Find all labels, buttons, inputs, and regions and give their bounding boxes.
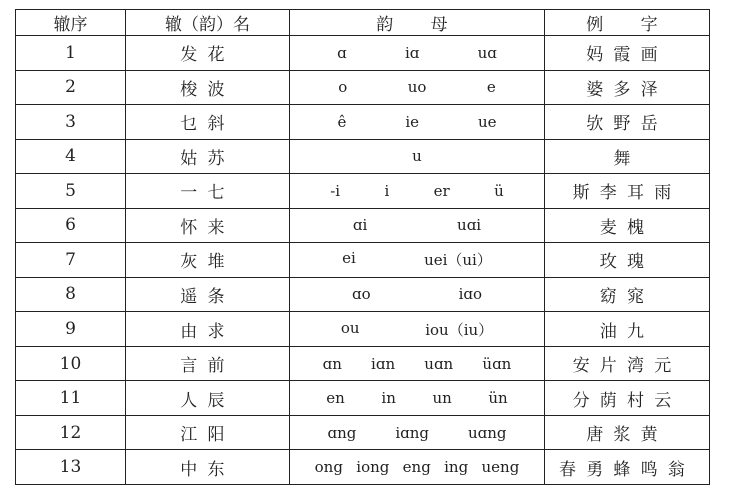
rhyme-name: 江阳	[126, 415, 290, 450]
example-chars: 麦槐	[545, 208, 710, 243]
finals-cell	[290, 70, 545, 105]
row-number: 4	[16, 139, 126, 174]
finals-cell	[290, 312, 545, 347]
table-row	[16, 208, 710, 243]
row-number: 11	[16, 381, 126, 416]
example-chars: 油九	[545, 312, 710, 347]
final-item: uei（ui）	[424, 251, 492, 270]
final-item: üɑn	[482, 354, 512, 373]
example-chars: 玫瑰	[545, 243, 710, 278]
final-item: ou	[340, 318, 360, 337]
table-row	[16, 312, 710, 347]
row-number: 13	[16, 450, 126, 485]
final-item: ê	[337, 112, 347, 131]
final-item: ing	[444, 458, 469, 477]
final-item: iɑo	[458, 285, 482, 304]
rhyme-name: 发花	[126, 36, 290, 71]
row-number: 1	[16, 36, 126, 71]
final-item: u	[412, 147, 422, 166]
table-row	[16, 346, 710, 381]
row-number: 8	[16, 277, 126, 312]
example-chars: 妈霞画	[545, 36, 710, 71]
rhyme-name: 一七	[126, 174, 290, 209]
finals-cell	[290, 208, 545, 243]
table-row	[16, 105, 710, 140]
final-item: un	[432, 389, 452, 408]
rhyme-name: 姑苏	[126, 139, 290, 174]
rhyme-name: 言前	[126, 346, 290, 381]
final-item: uɑn	[424, 354, 454, 373]
final-item: er	[433, 181, 450, 200]
final-item: o	[338, 78, 348, 97]
final-item: e	[486, 78, 496, 97]
table-row	[16, 381, 710, 416]
rhyme-name: 中东	[126, 450, 290, 485]
row-number: 5	[16, 174, 126, 209]
finals-cell	[290, 105, 545, 140]
final-item: i	[384, 181, 390, 200]
header-row	[16, 10, 710, 36]
header-name: 辙（韵）名	[126, 10, 290, 36]
header-finals: 韵 母	[290, 10, 545, 36]
example-chars: 分荫村云	[545, 381, 710, 416]
table-row	[16, 139, 710, 174]
final-item: iong	[356, 458, 390, 477]
final-item: ie	[405, 112, 419, 131]
rhyme-table	[15, 9, 710, 485]
table-row	[16, 277, 710, 312]
final-item: ɑ	[337, 43, 347, 62]
table-row	[16, 415, 710, 450]
example-chars: 婆多泽	[545, 70, 710, 105]
row-number: 7	[16, 243, 126, 278]
final-item: uɑ	[477, 43, 497, 62]
example-chars: 春勇蜂鸣翁	[545, 450, 710, 485]
rhyme-name: 由求	[126, 312, 290, 347]
table-row	[16, 70, 710, 105]
finals-cell	[290, 346, 545, 381]
rhyme-name: 乜斜	[126, 105, 290, 140]
finals-cell	[290, 36, 545, 71]
rhyme-name: 怀来	[126, 208, 290, 243]
example-chars: 斯李耳雨	[545, 174, 710, 209]
header-examples: 例 字	[545, 10, 710, 36]
final-item: ɑng	[327, 423, 357, 442]
finals-cell	[290, 415, 545, 450]
example-chars: 舞	[545, 139, 710, 174]
finals-cell	[290, 174, 545, 209]
final-item: iɑ	[404, 43, 420, 62]
rhyme-name: 遥条	[126, 277, 290, 312]
example-chars: 窈窕	[545, 277, 710, 312]
header-order: 辙序	[16, 10, 126, 36]
rhyme-name: 人辰	[126, 381, 290, 416]
final-item: iɑn	[371, 354, 396, 373]
finals-cell	[290, 381, 545, 416]
final-item: -i	[330, 181, 341, 200]
finals-cell	[290, 243, 545, 278]
example-chars: 安片湾元	[545, 346, 710, 381]
finals-cell	[290, 139, 545, 174]
final-item: uɑng	[467, 423, 507, 442]
final-item: eng	[402, 458, 431, 477]
final-item: ong	[314, 458, 343, 477]
row-number: 6	[16, 208, 126, 243]
row-number: 9	[16, 312, 126, 347]
final-item: iɑng	[395, 423, 429, 442]
example-chars: 欤野岳	[545, 105, 710, 140]
final-item: uɑi	[457, 216, 482, 235]
row-number: 12	[16, 415, 126, 450]
finals-cell	[290, 450, 545, 485]
final-item: ü	[494, 181, 504, 200]
final-item: ün	[488, 389, 508, 408]
final-item: ue	[477, 112, 497, 131]
table-row	[16, 174, 710, 209]
final-item: ɑo	[351, 285, 371, 304]
rhyme-name: 灰堆	[126, 243, 290, 278]
final-item: uo	[407, 78, 427, 97]
final-item: ei	[342, 249, 356, 268]
table-row	[16, 450, 710, 485]
table-row	[16, 36, 710, 71]
final-item: ɑn	[322, 354, 342, 373]
row-number: 3	[16, 105, 126, 140]
row-number: 10	[16, 346, 126, 381]
final-item: in	[381, 389, 396, 408]
final-item: en	[326, 389, 345, 408]
final-item: ɑi	[352, 216, 368, 235]
final-item: ueng	[481, 458, 520, 477]
row-number: 2	[16, 70, 126, 105]
final-item: iou（iu）	[425, 320, 494, 339]
finals-cell	[290, 277, 545, 312]
rhyme-name: 梭波	[126, 70, 290, 105]
table-row	[16, 243, 710, 278]
example-chars: 唐浆黄	[545, 415, 710, 450]
